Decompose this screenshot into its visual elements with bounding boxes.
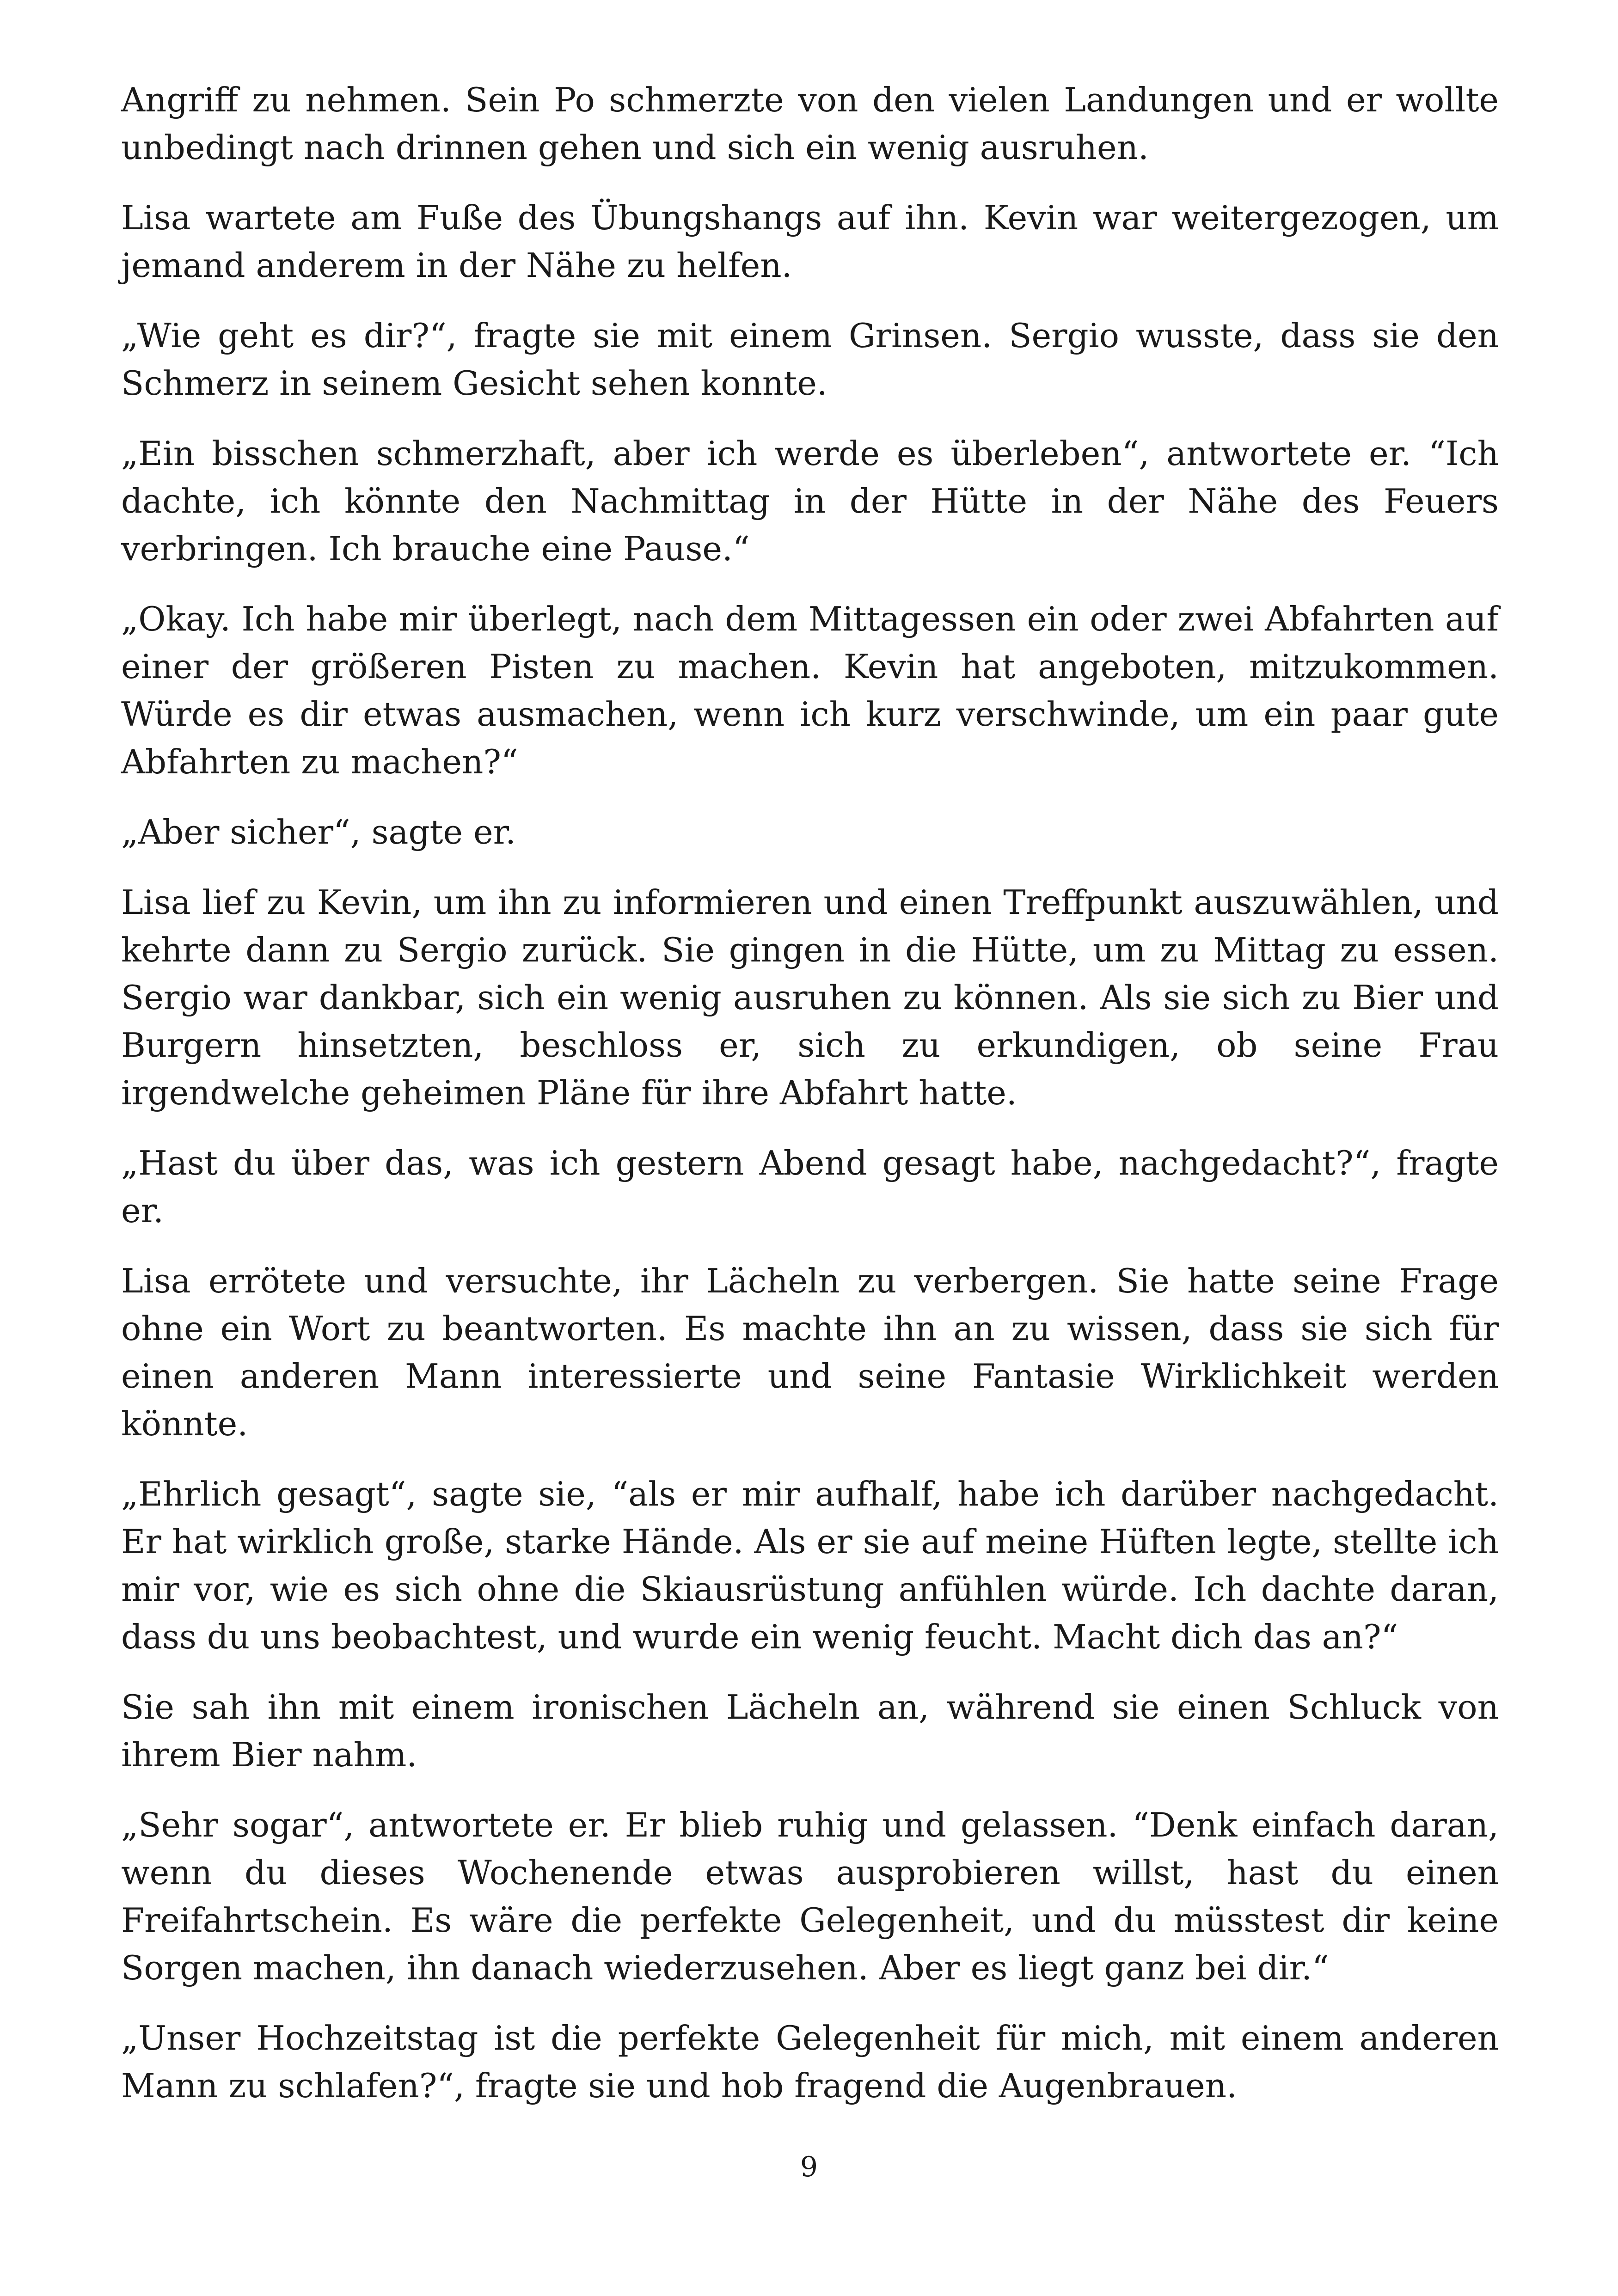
paragraph: Lisa errötete und versuchte, ihr Lächeln zu verbergen. Sie hatte seine Frage ohne ein Wort zu beantworten. Es machte ihn an zu wissen, dass sie sich für einen anderen Mann interessierte und seine Fantasie Wirklichkeit werden könnte.	[121, 1261, 1499, 1443]
page-body	[121, 76, 1499, 2132]
paragraph: Lisa lief zu Kevin, um ihn zu informieren und einen Treffpunkt auszuwählen, und kehrte dann zu Sergio zurück. Sie gingen in die Hütte, um zu Mittag zu essen. Sergio war dankbar, sich ein wenig ausruhen zu können. Als sie sich zu Bier und Burgern hinsetzten, beschloss er, sich zu erkundigen, ob seine Frau irgendwelche geheimen Pläne für ihre Abfahrt hatte.	[121, 883, 1499, 1112]
page-number: 9	[800, 2151, 818, 2183]
paragraph: „Sehr sogar“, antwortete er. Er blieb ruhig und gelassen. “Denk einfach daran, wenn du dieses Wochenende etwas ausprobieren willst, hast du einen Freifahrtschein. Es wäre die perfekte Gelegenheit, und du müsstest dir keine Sorgen machen, ihn danach wiederzusehen. Aber es liegt ganz bei dir.“	[121, 1806, 1499, 1987]
paragraph: „Ein bisschen schmerzhaft, aber ich werde es überleben“, antwortete er. “Ich dachte, ich könnte den Nachmittag in der Hütte in der Nähe des Feuers verbringen. Ich brauche eine Pause.“	[121, 434, 1499, 568]
paragraph: Sie sah ihn mit einem ironischen Lächeln an, während sie einen Schluck von ihrem Bier nahm.	[121, 1688, 1499, 1774]
paragraph: Lisa wartete am Fuße des Übungshangs auf ihn. Kevin war weitergezogen, um jemand anderem in der Nähe zu helfen.	[121, 198, 1499, 285]
paragraph: „Hast du über das, was ich gestern Abend gesagt habe, nachgedacht?“, fragte er.	[121, 1144, 1499, 1230]
paragraph: „Unser Hochzeitstag ist die perfekte Gelegenheit für mich, mit einem anderen Mann zu schlafen?“, fragte sie und hob fragend die Augenbrauen.	[121, 2019, 1499, 2105]
paragraph: „Aber sicher“, sagte er.	[121, 813, 516, 851]
paragraph: „Okay. Ich habe mir überlegt, nach dem Mittagessen ein oder zwei Abfahrten auf einer der größeren Pisten zu machen. Kevin hat angeboten, mitzukommen. Würde es dir etwas ausmachen, wenn ich kurz verschwinde, um ein paar gute Abfahrten zu machen?“	[121, 600, 1499, 781]
paragraph: „Wie geht es dir?“, fragte sie mit einem Grinsen. Sergio wusste, dass sie den Schmerz in seinem Gesicht sehen konnte.	[121, 316, 1499, 403]
paragraph: „Ehrlich gesagt“, sagte sie, “als er mir aufhalf, habe ich darüber nachgedacht. Er hat wirklich große, starke Hände. Als er sie auf meine Hüften legte, stellte ich mir vor, wie es sich ohne die Skiausrüstung anfühlen würde. Ich dachte daran, dass du uns beobachtest, und wurde ein wenig feucht. Macht dich das an?“	[121, 1475, 1499, 1656]
paragraph: Angriff zu nehmen. Sein Po schmerzte von den vielen Landungen und er wollte unbedingt nach drinnen gehen und sich ein wenig ausruhen.	[121, 80, 1499, 167]
